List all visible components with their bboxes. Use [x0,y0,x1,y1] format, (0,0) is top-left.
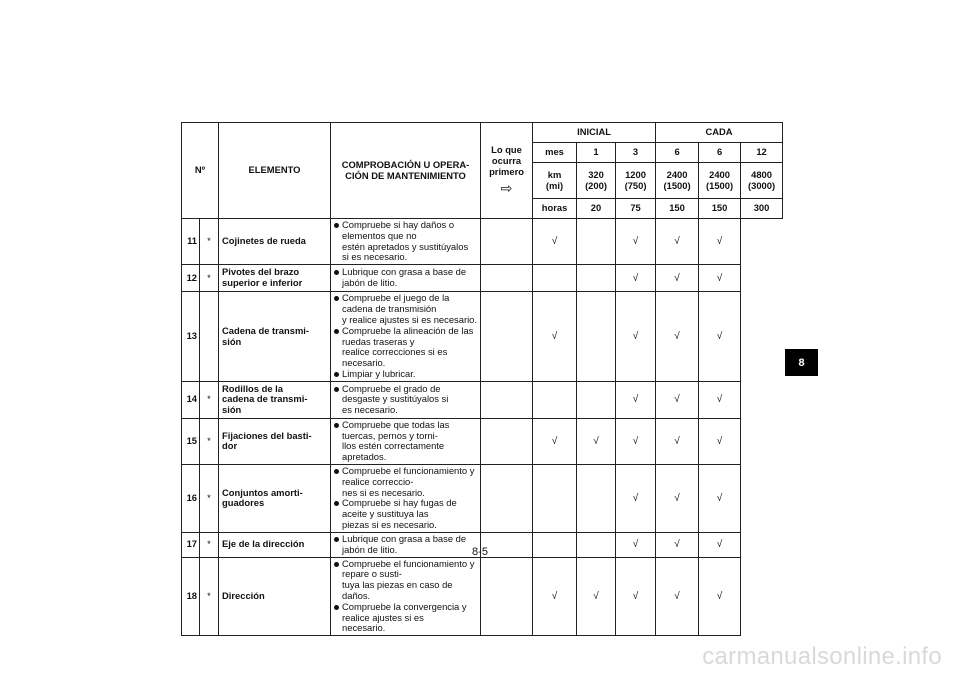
header-interval-cell: 1 [577,143,616,163]
check-mark-cell: √ [656,292,699,382]
check-mark-cell: √ [699,219,741,265]
header-initial: INICIAL [533,123,656,143]
header-interval-cell: 320 (200) [577,163,616,199]
check-mark-cell: √ [533,292,577,382]
row-element-name: Conjuntos amorti- guadores [219,465,331,533]
check-mark-cell [577,465,616,533]
row-number: 11 [182,219,200,265]
row-first-cell [481,292,533,382]
check-item-text: Compruebe si hay daños o elementos que no estén apretados y sustitúyalos si es necesario. [342,219,469,263]
maintenance-table [181,122,783,636]
row-first-cell [481,219,533,265]
check-mark-cell: √ [699,532,741,557]
header-interval-cell: 6 [656,143,699,163]
row-first-cell [481,418,533,464]
check-mark-cell [533,381,577,418]
row-asterisk: * [200,265,219,292]
row-first-cell [481,465,533,533]
header-element: ELEMENTO [219,123,331,219]
row-checks-list [331,465,481,533]
check-item [334,220,477,263]
check-mark-cell: √ [656,219,699,265]
row-first-cell [481,381,533,418]
check-item [334,420,477,463]
check-mark-cell: √ [577,557,616,636]
check-item-text: Compruebe el juego de la cadena de transmisión y realice ajustes si es necesario. [342,292,477,325]
check-mark-cell: √ [616,465,656,533]
header-first-label: Lo que ocurra primero [489,144,524,177]
row-element-name: Cojinetes de rueda [219,219,331,265]
bullet-icon [334,501,339,506]
row-number: 14 [182,381,200,418]
check-item-text: Compruebe el grado de desgaste y sustitúyalos si es necesario. [342,382,449,416]
header-interval-cell: 150 [656,199,699,219]
table-row [182,465,783,533]
row-element-name: Dirección [219,557,331,636]
row-number: 12 [182,265,200,292]
check-mark-cell [533,265,577,292]
row-number: 13 [182,292,200,382]
page-number: 8-5 [472,546,488,558]
row-first-cell [481,265,533,292]
row-first-cell [481,557,533,636]
header-interval-cell: 150 [699,199,741,219]
check-item [334,559,477,602]
table-body [182,123,783,636]
check-mark-cell: √ [616,381,656,418]
header-interval-cell: 300 [741,199,783,219]
check-item-text: Compruebe el funcionamiento y repare o susti- tuya las piezas en caso de daños. [342,557,475,601]
bullet-icon [334,372,339,377]
row-checks-list [331,292,481,382]
row-asterisk [200,292,219,382]
row-asterisk: * [200,532,219,557]
header-interval-cell: 12 [741,143,783,163]
check-mark-cell [533,465,577,533]
header-every: CADA [656,123,783,143]
check-item [334,602,477,634]
check-item-text: Compruebe si hay fugas de aceite y sustituya las piezas si es necesario. [342,497,457,531]
row-checks-list [331,265,481,292]
row-checks-list [331,418,481,464]
table-row [182,265,783,292]
watermark: carmanualsonline.info [702,643,942,670]
bullet-icon [334,329,339,334]
header-unit-label: km (mi) [533,163,577,199]
check-mark-cell: √ [577,418,616,464]
header-unit-label: mes [533,143,577,163]
row-element-name: Eje de la dirección [219,532,331,557]
check-mark-cell: √ [616,219,656,265]
arrow-right-icon: ⇨ [500,179,513,196]
check-mark-cell: √ [699,381,741,418]
header-check: COMPROBACIÓN U OPERA- CIÓN DE MANTENIMIENTO [331,123,481,219]
check-mark-cell: √ [616,265,656,292]
check-item-text: Compruebe la alineación de las ruedas traseras y realice correcciones si es necesario. [342,324,474,369]
table-row [182,418,783,464]
check-mark-cell: √ [616,292,656,382]
check-mark-cell: √ [656,557,699,636]
row-element-name: Fijaciones del basti- dor [219,418,331,464]
check-mark-cell: √ [699,292,741,382]
check-mark-cell: √ [656,381,699,418]
check-item-text: Compruebe la convergencia y realice ajustes si es necesario. [342,600,467,634]
table-row [182,557,783,636]
bullet-icon [334,387,339,392]
row-asterisk: * [200,557,219,636]
header-interval-cell: 4800 (3000) [741,163,783,199]
header-interval-cell: 1200 (750) [616,163,656,199]
header-row-1 [182,123,783,143]
bullet-icon [334,605,339,610]
row-number: 18 [182,557,200,636]
check-mark-cell: √ [656,418,699,464]
row-checks-list [331,219,481,265]
check-item [334,384,477,416]
header-unit-label: horas [533,199,577,219]
row-element-name: Cadena de transmi- sión [219,292,331,382]
check-item-text: Compruebe el funcionamiento y realice correccio- nes si es necesario. [342,465,475,498]
check-item [334,293,477,325]
row-asterisk: * [200,465,219,533]
row-number: 16 [182,465,200,533]
check-mark-cell [577,292,616,382]
check-item [334,498,477,530]
table-row [182,292,783,382]
check-mark-cell: √ [533,418,577,464]
bullet-icon [334,562,339,567]
header-no: Nº [182,123,219,219]
check-mark-cell: √ [699,465,741,533]
check-mark-cell: √ [699,418,741,464]
check-mark-cell: √ [656,532,699,557]
row-element-name: Pivotes del brazo superior e inferior [219,265,331,292]
check-item-text: Limpiar y lubricar. [342,367,416,379]
row-asterisk: * [200,418,219,464]
check-mark-cell: √ [656,265,699,292]
check-item [334,326,477,369]
header-interval-cell: 2400 (1500) [656,163,699,199]
header-interval-cell: 3 [616,143,656,163]
row-checks-list [331,381,481,418]
check-mark-cell: √ [616,418,656,464]
header-interval-cell: 6 [699,143,741,163]
bullet-icon [334,537,339,542]
table-row [182,219,783,265]
check-mark-cell: √ [616,532,656,557]
check-mark-cell [577,219,616,265]
bullet-icon [334,296,339,301]
header-interval-cell: 75 [616,199,656,219]
row-number: 17 [182,532,200,557]
header-interval-cell: 2400 (1500) [699,163,741,199]
row-number: 15 [182,418,200,464]
row-element-name: Rodillos de la cadena de transmi- sión [219,381,331,418]
check-mark-cell: √ [616,557,656,636]
check-mark-cell: √ [699,265,741,292]
row-asterisk: * [200,381,219,418]
check-mark-cell: √ [533,219,577,265]
header-first [481,123,533,219]
check-item-text: Lubrique con grasa a base de jabón de litio. [342,532,467,555]
check-mark-cell [577,265,616,292]
bullet-icon [334,270,339,275]
row-asterisk: * [200,219,219,265]
check-item-text: Compruebe que todas las tuercas, pernos y torni- llos estén correctamente apretados. [342,418,450,463]
bullet-icon [334,469,339,474]
check-item [334,466,477,498]
check-item [334,369,477,380]
check-item [334,267,477,289]
check-mark-cell [577,381,616,418]
check-mark-cell: √ [533,557,577,636]
chapter-tab: 8 [785,349,818,376]
header-interval-cell: 20 [577,199,616,219]
check-mark-cell: √ [699,557,741,636]
check-item-text: Lubrique con grasa a base de jabón de litio. [342,266,467,289]
bullet-icon [334,423,339,428]
row-checks-list [331,557,481,636]
bullet-icon [334,223,339,228]
table-row [182,381,783,418]
check-mark-cell: √ [656,465,699,533]
